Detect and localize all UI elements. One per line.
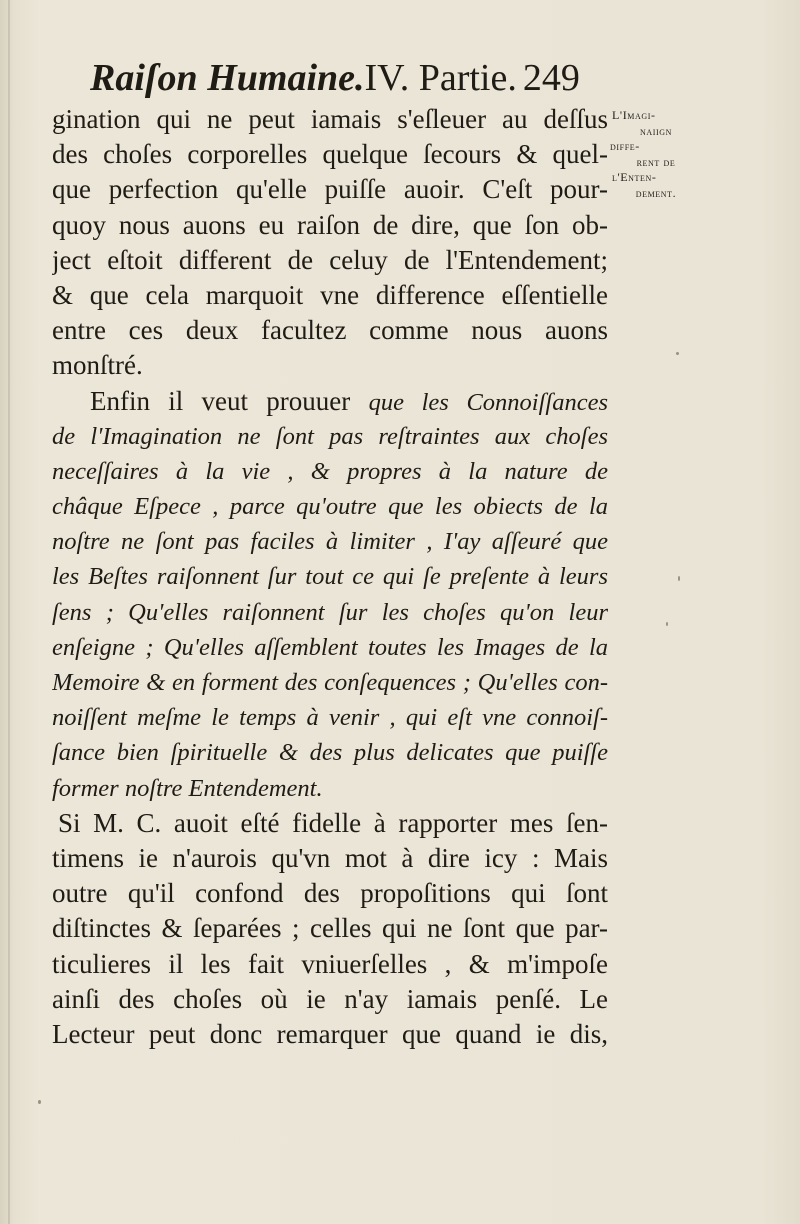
text-line: & que cela marquoit vne difference eſſentielle [52,279,608,310]
paragraph-2-lead: Enfin il veut prouuer [90,385,351,416]
margin-note-line: diffe- [610,139,640,153]
body-text [52,102,608,1052]
margin-note-line: l'Enten- [612,170,657,184]
paper-speck [666,622,668,626]
text-line: timens ie n'aurois qu'vn mot à dire icy : Mais [52,842,608,873]
quoted-line: de l'Imagination ne ſont pas reſtraintes aux choſes [52,422,608,450]
text-line: monſtré. [52,350,143,381]
margin-note-line: naiign [639,123,673,138]
quoted-line: ſance bien ſpirituelle & des plus delicates que puiſſe [52,739,608,767]
text-line: entre ces deux facultez comme nous auons [52,315,608,346]
quoted-line: enſeigne ; Qu'elles aſſemblent toutes les Images de la [52,633,608,661]
text-line [52,384,608,419]
running-header [90,52,650,104]
text-line: que perfection qu'elle puiſſe auoir. C'eſt pour- [52,174,608,205]
header-title-italic: Raiſon Humaine. [90,57,365,99]
paper-speck [676,352,679,355]
text-line: ticulieres il les fait vniuerſelles , & m'impoſe [52,948,608,979]
quoted-text: que les Connoiſſances [368,388,608,416]
text-line: quoy nous auons eu raiſon de dire, que ſon ob- [52,209,608,240]
text-line: outre qu'il confond des propoſitions qui ſont [52,878,608,909]
text-line: Lecteur peut donc remarquer que quand ie dis, [52,1018,608,1049]
quoted-line: ſens ; Qu'elles raiſonnent ſur les choſes qu'on leur [52,598,608,626]
quoted-line: les Beſtes raiſonnent ſur tout ce qui ſe preſente à leurs [52,563,608,591]
paragraph-2 [52,384,608,806]
margin-note-line: L'Imagi- [612,108,656,122]
paper-speck [38,1100,41,1104]
text-line: ainſi des choſes où ie n'ay iamais penſé. Le [52,983,608,1014]
margin-note-line: dement. [635,185,677,200]
margin-note [608,108,704,201]
header-title-roman: IV. Partie. [364,57,517,99]
text-line: des choſes corporelles quelque ſecours & quel- [52,139,608,170]
text-line: Si M. C. auoit eſté fidelle à rapporter mes ſen- [58,807,608,838]
quoted-line: Memoire & en forment des conſequences ; Qu'elles con- [52,669,608,696]
quoted-line: noiſſent meſme le temps à venir , qui eſt vne connoiſ- [52,704,608,732]
paragraph-3 [52,806,608,1052]
margin-note-line: rent de [636,154,676,169]
text-line: gination qui ne peut iamais s'eſleuer au deſſus [52,104,608,134]
quoted-line: noſtre ne ſont pas faciles à limiter , I'ay aſſeuré que [52,528,608,556]
binding-gutter [8,0,10,1224]
quoted-line: former noſtre Entendement. [52,774,323,802]
quoted-line: châque Eſpece , parce qu'outre que les obiects de la [52,493,608,521]
paragraph-1 [52,102,608,384]
text-line: diſtinctes & ſeparées ; celles qui ne ſont que par- [52,913,608,944]
paper-speck [678,576,680,581]
header-page-number: 249 [522,57,580,99]
quoted-line: neceſſaires à la vie , & propres à la nature de [52,457,608,485]
text-line: ject eſtoit different de celuy de l'Entendement; [52,244,608,275]
